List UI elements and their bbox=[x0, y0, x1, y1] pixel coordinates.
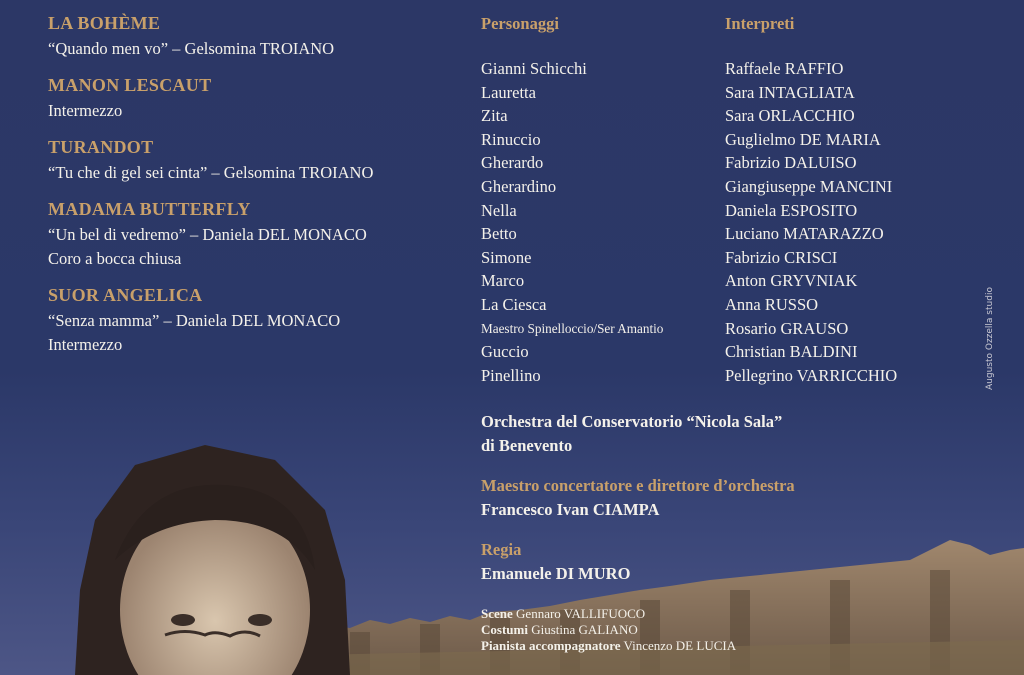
director-name: Emanuele DI MURO bbox=[481, 564, 631, 583]
opera-block bbox=[48, 134, 468, 185]
role-item: Marco bbox=[481, 271, 525, 291]
roles-list bbox=[481, 57, 721, 387]
cast-item: Sara ORLACCHIO bbox=[725, 106, 855, 126]
role-item: Gianni Schicchi bbox=[481, 59, 587, 78]
opera-title: MADAMA BUTTERFLY bbox=[48, 199, 251, 219]
opera-excerpts bbox=[48, 10, 468, 368]
role-item: La Ciesca bbox=[481, 294, 547, 314]
cast-item: Anton GRYVNIAK bbox=[725, 271, 858, 291]
small-credit-label: Scene bbox=[481, 606, 513, 621]
cast-list bbox=[725, 57, 985, 387]
role-item: Rinuccio bbox=[481, 129, 541, 149]
small-credit-label: Costumi bbox=[481, 622, 528, 637]
opera-title: TURANDOT bbox=[48, 137, 154, 157]
cast-item: Sara INTAGLIATA bbox=[725, 82, 855, 102]
role-item: Nella bbox=[481, 200, 517, 220]
opera-line: “Quando men vo” – Gelsomina TROIANO bbox=[48, 39, 335, 58]
opera-block bbox=[48, 72, 468, 123]
small-credit-label: Pianista accompagnatore bbox=[481, 638, 621, 653]
conductor-credit bbox=[481, 474, 1001, 522]
role-item: Pinellino bbox=[481, 365, 541, 385]
small-credit bbox=[481, 638, 1001, 654]
orchestra-credit bbox=[481, 410, 1001, 458]
roles-heading: Personaggi bbox=[481, 14, 559, 33]
role-item: Guccio bbox=[481, 342, 529, 362]
photo-credit-watermark: Augusto Ozzella studio bbox=[985, 287, 995, 390]
role-item: Zita bbox=[481, 106, 508, 126]
cast-item: Pellegrino VARRICCHIO bbox=[725, 365, 898, 385]
role-item: Gherardo bbox=[481, 153, 544, 173]
opera-block bbox=[48, 10, 468, 61]
cast-column bbox=[725, 10, 985, 387]
role-item: Simone bbox=[481, 247, 532, 267]
opera-line: Intermezzo bbox=[48, 335, 123, 354]
cast-item: Fabrizio CRISCI bbox=[725, 247, 838, 267]
orchestra-name: Orchestra del Conservatorio “Nicola Sala” bbox=[481, 412, 783, 431]
cast-item: Anna RUSSO bbox=[725, 294, 819, 314]
small-credit bbox=[481, 622, 1001, 638]
cast-item: Rosario GRAUSO bbox=[725, 318, 849, 338]
cast-heading: Interpreti bbox=[725, 14, 795, 33]
opera-title: MANON LESCAUT bbox=[48, 75, 212, 95]
director-credit bbox=[481, 538, 1001, 586]
opera-title: LA BOHÈME bbox=[48, 13, 161, 33]
small-credit bbox=[481, 606, 1001, 622]
roles-column bbox=[481, 10, 721, 387]
cast-item: Giangiuseppe MANCINI bbox=[725, 176, 893, 196]
cast-item: Raffaele RAFFIO bbox=[725, 59, 844, 78]
cast-item: Guglielmo DE MARIA bbox=[725, 129, 881, 149]
opera-block bbox=[48, 196, 468, 271]
composer-portrait bbox=[55, 440, 355, 675]
conductor-name: Francesco Ivan CIAMPA bbox=[481, 500, 660, 519]
role-item: Lauretta bbox=[481, 82, 536, 102]
opera-line: “Un bel di vedremo” – Daniela DEL MONACO bbox=[48, 225, 367, 244]
role-item: Maestro Spinelloccio/Ser Amantio bbox=[481, 320, 664, 336]
conductor-label: Maestro concertatore e direttore d’orchestra bbox=[481, 476, 795, 495]
opera-line: “Senza mamma” – Daniela DEL MONACO bbox=[48, 311, 341, 330]
small-credit-name: Gennaro VALLIFUOCO bbox=[516, 606, 646, 621]
cast-item: Luciano MATARAZZO bbox=[725, 224, 884, 244]
small-credit-name: Giustina GALIANO bbox=[531, 622, 638, 637]
cast-item: Daniela ESPOSITO bbox=[725, 200, 858, 220]
cast-item: Fabrizio DALUISO bbox=[725, 153, 857, 173]
opera-line: Coro a bocca chiusa bbox=[48, 249, 182, 268]
opera-line: Intermezzo bbox=[48, 101, 123, 120]
role-item: Betto bbox=[481, 224, 517, 244]
opera-block bbox=[48, 282, 468, 357]
director-label: Regia bbox=[481, 540, 522, 559]
role-item: Gherardino bbox=[481, 176, 557, 196]
orchestra-city: di Benevento bbox=[481, 436, 573, 455]
opera-line: “Tu che di gel sei cinta” – Gelsomina TROIANO bbox=[48, 163, 374, 182]
credits-section bbox=[481, 410, 1001, 654]
cast-item: Christian BALDINI bbox=[725, 342, 858, 362]
opera-title: SUOR ANGELICA bbox=[48, 285, 203, 305]
small-credit-name: Vincenzo DE LUCIA bbox=[623, 638, 737, 653]
